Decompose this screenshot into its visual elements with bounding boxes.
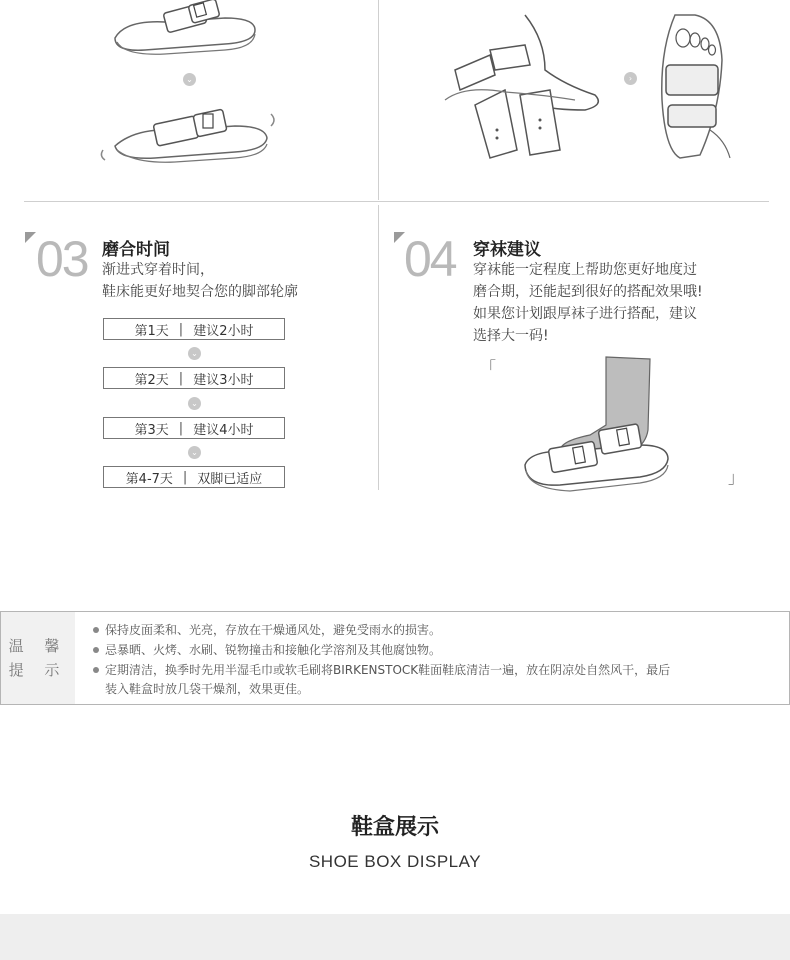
- sock-sandal-illustration: [520, 355, 670, 495]
- section4-line4: 选择大一码!: [473, 328, 549, 344]
- tip-item-1: [93, 621, 441, 640]
- hand-adjusting-strap-illustration: [435, 10, 615, 160]
- quote-open: 「: [480, 358, 497, 377]
- day-label: 第4-7天: [125, 471, 173, 487]
- section3-number: 03: [36, 231, 88, 287]
- tip-item-2: [93, 641, 441, 660]
- day-label: 第2天: [134, 372, 169, 388]
- tips-label-line2: 提 示: [8, 661, 68, 679]
- day-label: 第1天: [134, 323, 169, 339]
- section4-title: 穿袜建议: [473, 240, 541, 260]
- chevron-down-icon: ⌄: [188, 347, 201, 360]
- tip-text: 忌暴晒、火烤、水刷、锐物撞击和接触化学溶剂及其他腐蚀物。: [105, 643, 442, 657]
- day-advice: 建议4小时: [193, 422, 254, 438]
- bullet-dot-icon: [93, 667, 99, 673]
- day-row-4: [103, 466, 285, 488]
- center-divider-top: [378, 0, 379, 200]
- day-row-3: [103, 417, 285, 439]
- tip-text: 定期清洁，换季时先用半湿毛巾或软毛刷将BIRKENSTOCK鞋面鞋底清洁一遍，放在阴凉处自然风干，最后: [105, 663, 671, 677]
- section3-desc-line1: 渐进式穿着时间，: [102, 262, 214, 278]
- horizontal-divider: [24, 201, 769, 202]
- showcase-title: 鞋盒展示: [350, 815, 439, 840]
- bullet-dot-icon: [93, 647, 99, 653]
- section3-desc-line2: 鞋床能更好地契合您的脚部轮廓: [102, 284, 298, 300]
- chevron-down-icon: ⌄: [188, 397, 201, 410]
- separator: |: [182, 469, 188, 485]
- section4-number: 04: [404, 231, 456, 287]
- care-tips-panel: [0, 611, 790, 705]
- day-label: 第3天: [134, 422, 169, 438]
- day-advice: 建议2小时: [193, 323, 254, 339]
- sandal-illustration-top: [105, 0, 265, 60]
- tips-label-line1: 温 馨: [8, 637, 68, 655]
- bullet-dot-icon: [93, 627, 99, 633]
- tip-item-3: [93, 661, 670, 680]
- center-divider-bottom: [378, 205, 379, 490]
- separator: |: [178, 321, 184, 337]
- tip-text: 装入鞋盒时放几袋干燥剂，效果更佳。: [105, 682, 310, 696]
- day-row-1: [103, 318, 285, 340]
- showcase-image-area: [0, 914, 790, 960]
- sandal-illustration-flex: [95, 98, 280, 168]
- foot-in-sandal-illustration: [650, 10, 735, 160]
- section3-corner-mark: [25, 232, 36, 243]
- separator: |: [178, 420, 184, 436]
- section3-title: 磨合时间: [102, 240, 170, 260]
- section4-line2: 磨合期，还能起到很好的搭配效果哦!: [473, 284, 703, 300]
- tip-text: 保持皮面柔和、光亮，存放在干燥通风处，避免受雨水的损害。: [105, 623, 442, 637]
- chevron-down-icon: ⌄: [183, 73, 196, 86]
- quote-close: 」: [728, 468, 745, 487]
- chevron-right-icon: ›: [624, 72, 637, 85]
- day-row-2: [103, 367, 285, 389]
- tip-item-3-continued: [105, 680, 309, 699]
- tips-label: [1, 612, 75, 704]
- day-advice: 建议3小时: [193, 372, 254, 388]
- chevron-down-icon: ⌄: [188, 446, 201, 459]
- section4-line1: 穿袜能一定程度上帮助您更好地度过: [473, 262, 697, 278]
- day-advice: 双脚已适应: [197, 471, 263, 487]
- section4-line3: 如果您计划跟厚袜子进行搭配，建议: [473, 306, 697, 322]
- separator: |: [178, 370, 184, 386]
- showcase-subtitle: SHOE BOX DISPLAY: [308, 852, 482, 871]
